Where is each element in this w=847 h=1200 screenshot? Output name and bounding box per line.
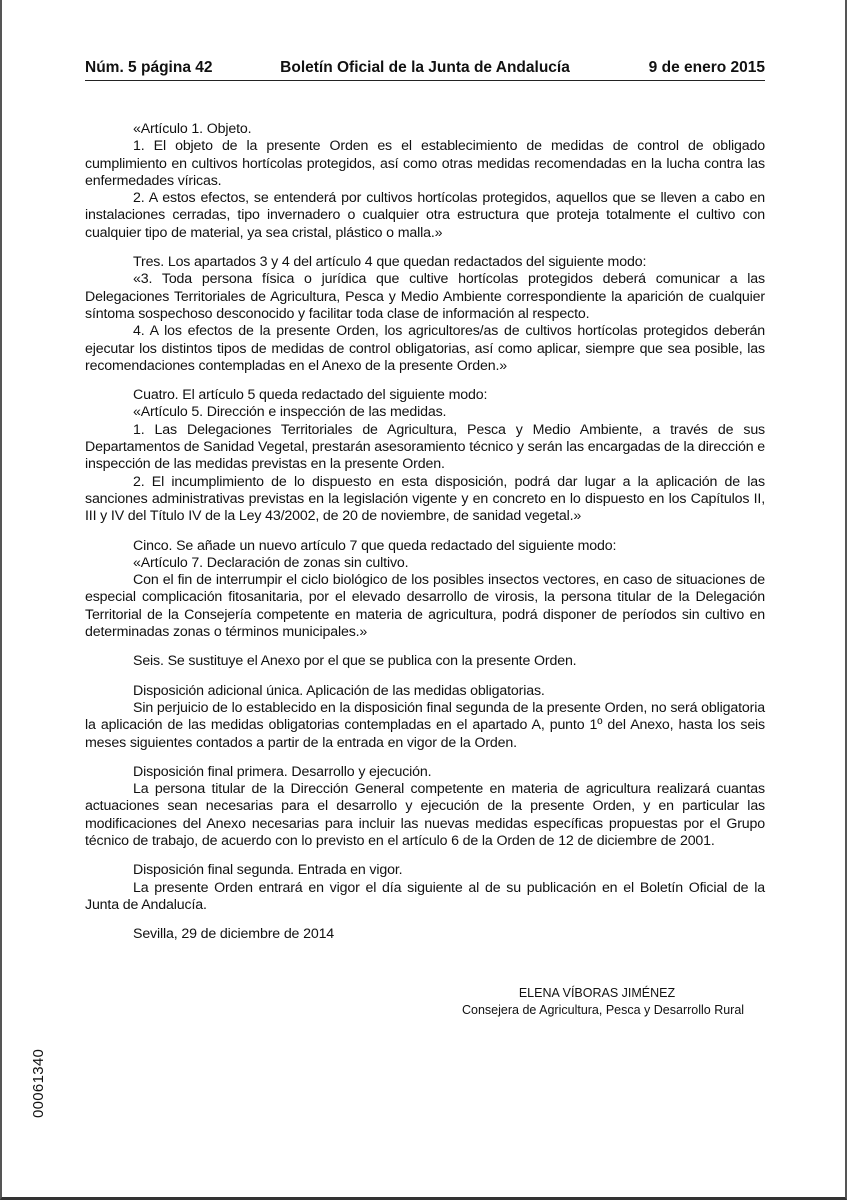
section-seis: Seis. Se sustituye el Anexo por el que se publica con la presente Orden.	[133, 653, 577, 670]
signature-block	[462, 985, 745, 1019]
final-provision-2-text: La presente Orden entrará en vigor el día siguiente al de su publicación en el Boletín Oficial de la Junta de Andalucía.	[85, 879, 765, 913]
publication-date: 9 de enero 2015	[648, 59, 765, 76]
signatory-name: ELENA VÍBORAS JIMÉNEZ	[518, 986, 676, 1000]
additional-provision-text: Sin perjuicio de lo establecido en la disposición final segunda de la presente Orden, no será obligatoria la aplicación de las medidas obligatorias contempladas en el apartado A, punto 1º del Anexo, hasta los seis meses siguientes contados a partir de la entrada en vigor de la Orden.	[85, 699, 765, 751]
issue-number: Núm. 5 página 42	[85, 59, 213, 76]
article-5-heading: «Artículo 5. Dirección e inspección de las medidas.	[133, 404, 447, 421]
place-and-date: Sevilla, 29 de diciembre de 2014	[133, 926, 335, 943]
final-provision-1-heading: Disposición final primera. Desarrollo y ejecución.	[133, 763, 432, 780]
final-provision-1-text: La persona titular de la Dirección General competente en materia de agricultura realizará cuantas actuaciones sean necesarias para el desarrollo y ejecución de la presente Orden, y en particular las modificaciones del Anexo necesarias para incluir las nuevas medidas específicas propuestas por el Grupo técnico de trabajo, de acuerdo con lo previsto en el artículo 6 de la Orden de 12 de diciembre de 2001.	[85, 781, 765, 849]
section-cinco-intro: Cinco. Se añade un nuevo artículo 7 que queda redactado del siguiente modo:	[133, 537, 617, 554]
article-5-paragraph-1: 1. Las Delegaciones Territoriales de Agricultura, Pesca y Medio Ambiente, a través de sus Departamentos de Sanidad Vegetal, prestarán asesoramiento técnico y serán las encargadas de la dirección e inspección de las medidas previstas en la presente Orden.	[85, 421, 765, 473]
article-5-paragraph-2: 2. El incumplimiento de lo dispuesto en esta disposición, podrá dar lugar a la aplicación de las sanciones administrativas previstas en la legislación vigente y en concreto en lo dispuesto en los Capítulos II, III y IV del Título IV de la Ley 43/2002, de 20 de noviembre, de sanidad vegetal.»	[85, 473, 765, 525]
article-4-paragraph-4: 4. A los efectos de la presente Orden, los agricultores/as de cultivos hortícolas protegidos deberán ejecutar los distintos tipos de medidas de control obligatorias, así como aplicar, siempre que sea posible, las recomendaciones contempladas en el Anexo de la presente Orden.»	[85, 323, 765, 374]
article-1-paragraph-1: 1. El objeto de la presente Orden es el establecimiento de medidas de control de obligado cumplimiento en cultivos hortícolas protegidos, así como otras medidas recomendadas en la lucha contra las enfermedades víricas.	[85, 138, 765, 189]
article-4-paragraph-3: «3. Toda persona física o jurídica que cultive hortícolas protegidos deberá comunicar a las Delegaciones Territoriales de Agricultura, Pesca y Medio Ambiente correspondiente la aparición de cualquier síntoma sospechoso desconocido y facilitar toda clase de información al respecto.	[85, 271, 765, 322]
document-body	[85, 121, 765, 943]
article-7-heading: «Artículo 7. Declaración de zonas sin cultivo.	[133, 554, 409, 571]
article-7-paragraph: Con el fin de interrumpir el ciclo biológico de los posibles insectos vectores, en caso de situaciones de especial complicación fitosanitaria, por el elevado desarrollo de virosis, la persona titular de la Delegación Territorial de la Consejería competente en materia de agricultura, podrá disponer de períodos sin cultivo en determinadas zonas o términos municipales.»	[85, 572, 765, 641]
section-cuatro-intro: Cuatro. El artículo 5 queda redactado del siguiente modo:	[133, 387, 488, 404]
section-tres-intro: Tres. Los apartados 3 y 4 del artículo 4 que quedan redactados del siguiente modo:	[133, 254, 647, 271]
publication-title: Boletín Oficial de la Junta de Andalucía	[280, 59, 570, 76]
margin-reference-code: 00061340	[30, 1048, 47, 1118]
article-1-paragraph-2: 2. A estos efectos, se entenderá por cultivos hortícolas protegidos, aquellos que se lleven a cabo en instalaciones cerradas, tipo invernadero o cualquier otra estructura que proteja totalmente el cultivo con cualquier tipo de material, ya sea cristal, plástico o malla.»	[85, 190, 765, 241]
page-header	[85, 58, 765, 81]
additional-provision-heading: Disposición adicional única. Aplicación de las medidas obligatorias.	[133, 682, 545, 699]
article-1-heading: «Artículo 1. Objeto.	[133, 121, 252, 137]
final-provision-2-heading: Disposición final segunda. Entrada en vigor.	[133, 862, 403, 879]
signatory-title: Consejera de Agricultura, Pesca y Desarrollo Rural	[462, 1003, 745, 1017]
